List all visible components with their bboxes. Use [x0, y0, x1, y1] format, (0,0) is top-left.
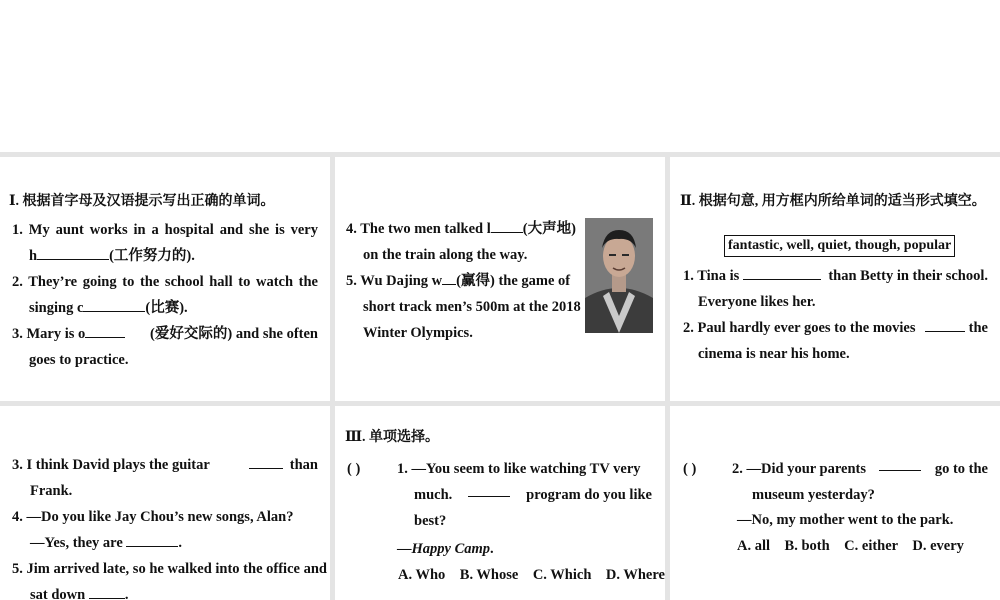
mc-question-1-line-2	[414, 482, 652, 508]
question-3-initial: 3. Mary is o	[12, 326, 86, 342]
s2-question-2-blank[interactable]	[925, 317, 965, 332]
mc-question-1-reply	[397, 536, 494, 562]
question-2-hint: (比赛).	[145, 300, 188, 316]
mc-question-1-reply-end: .	[490, 541, 494, 557]
question-3-hint: (爱好交际的) and she often	[150, 326, 318, 342]
s2-question-5-blank[interactable]	[89, 584, 125, 599]
mc-question-2-line-3: —No, my mother went to the park.	[737, 512, 954, 528]
mc-question-1-line-3: best?	[414, 513, 447, 529]
s2-question-1-line-2: Everyone likes her.	[698, 294, 816, 310]
question-3-line-2: goes to practice.	[29, 352, 129, 368]
s2-question-3-lead: 3. I think David plays the guitar	[12, 457, 210, 473]
s2-question-2-tail: the	[968, 320, 988, 336]
question-5-initial: 5. Wu Dajing w	[346, 273, 443, 289]
question-3-blank[interactable]	[85, 323, 125, 338]
mc-question-1-stem: 1. —You seem to like watching TV very	[397, 461, 641, 477]
question-5-line-1	[346, 268, 570, 294]
s2-question-2-lead: 2. Paul hardly ever goes to the movies	[683, 320, 916, 336]
question-5-blank[interactable]	[442, 270, 456, 285]
panel-section-2-part-b	[0, 406, 330, 600]
s2-question-1-lead: 1. Tina is	[683, 268, 740, 284]
question-1-blank[interactable]	[37, 245, 109, 260]
mc-question-1-options[interactable]: A. Who B. Whose C. Which D. Where	[398, 567, 665, 583]
word-bank-box: fantastic, well, quiet, though, popular	[724, 235, 955, 257]
s2-question-4-lead: —Yes, they are	[30, 535, 123, 551]
s2-question-4-line-2	[30, 530, 182, 556]
mc-question-2-lead: 2. —Did your parents	[732, 461, 867, 477]
s2-question-1-tail: than Betty in their school.	[828, 268, 988, 284]
section-1-heading: Ⅰ. 根据首字母及汉语提示写出正确的单词。	[9, 194, 275, 209]
panel-section-1-part-b	[335, 157, 665, 401]
panel-section-2-part-a	[670, 157, 1000, 401]
question-1-initial: h	[29, 248, 38, 264]
athlete-photo-illustration	[585, 218, 653, 333]
mc-question-2-options[interactable]: A. all B. both C. either D. every	[737, 538, 964, 554]
s2-question-1-blank[interactable]	[743, 265, 821, 280]
mc-question-1-answer-paren[interactable]: ( )	[347, 461, 361, 477]
s2-question-3-line-2: Frank.	[30, 483, 73, 499]
question-2-initial: singing c	[29, 300, 84, 316]
question-1-line-2	[29, 243, 195, 269]
s2-question-2-line-1	[683, 315, 988, 341]
question-1-line-1: 1. My aunt works in a hospital and she is very	[12, 222, 318, 238]
mc-question-1-line-1	[397, 456, 652, 482]
s2-question-3-line-1	[12, 452, 318, 478]
s2-question-4-blank[interactable]	[126, 532, 178, 547]
s2-question-5-tail: .	[124, 587, 129, 600]
question-1-hint: (工作努力的).	[109, 248, 195, 264]
mc-question-1-tail: program do you like	[526, 487, 652, 503]
mc-question-2-line-2: museum yesterday?	[752, 487, 875, 503]
mc-question-1-blank[interactable]	[468, 482, 510, 497]
question-4-blank[interactable]	[491, 218, 523, 233]
mc-question-2-line-1	[732, 456, 988, 482]
question-5-line-2: short track men’s 500m at the 2018	[363, 299, 581, 315]
question-3-line-1	[12, 321, 318, 347]
question-4-line-2: on the train along the way.	[363, 247, 528, 263]
question-4-initial: 4. The two men talked l	[346, 221, 491, 237]
mc-question-2-blank[interactable]	[879, 456, 921, 471]
question-2-line-2	[29, 295, 188, 321]
panel-section-1-part-a	[0, 157, 330, 401]
s2-question-3-tail: than	[289, 457, 318, 473]
section-2-heading: Ⅱ. 根据句意, 用方框内所给单词的适当形式填空。	[680, 194, 986, 209]
s2-question-2-line-2: cinema is near his home.	[698, 346, 850, 362]
s2-question-3-blank[interactable]	[249, 454, 283, 469]
s2-question-5-line-2	[30, 582, 128, 600]
question-2-line-1: 2. They’re going to the school hall to watch the	[12, 274, 318, 290]
question-5-line-3: Winter Olympics.	[363, 325, 473, 341]
s2-question-5-line-1: 5. Jim arrived late, so he walked into the office and	[12, 561, 327, 577]
mc-question-1-reply-program: Happy Camp	[411, 541, 491, 557]
panel-section-3-part-a	[335, 406, 665, 600]
s2-question-4-line-1: 4. —Do you like Jay Chou’s new songs, Alan?	[12, 509, 294, 525]
s2-question-1-line-1	[683, 263, 988, 289]
mc-question-1-reply-dash: —	[397, 541, 412, 557]
question-2-blank[interactable]	[83, 297, 145, 312]
s2-question-4-tail: .	[178, 535, 183, 551]
mc-question-1-lead: much.	[414, 487, 453, 503]
question-5-hint: (赢得) the game of	[456, 273, 571, 289]
question-4-hint: (大声地)	[522, 221, 576, 237]
mc-question-2-answer-paren[interactable]: ( )	[683, 461, 697, 477]
athlete-photo	[585, 218, 653, 333]
question-4-line-1	[346, 216, 576, 242]
section-3-heading: Ⅲ. 单项选择。	[345, 430, 440, 445]
mc-question-2-tail: go to the	[934, 461, 988, 477]
panel-section-3-part-b	[670, 406, 1000, 600]
s2-question-5-lead: sat down	[30, 587, 86, 600]
